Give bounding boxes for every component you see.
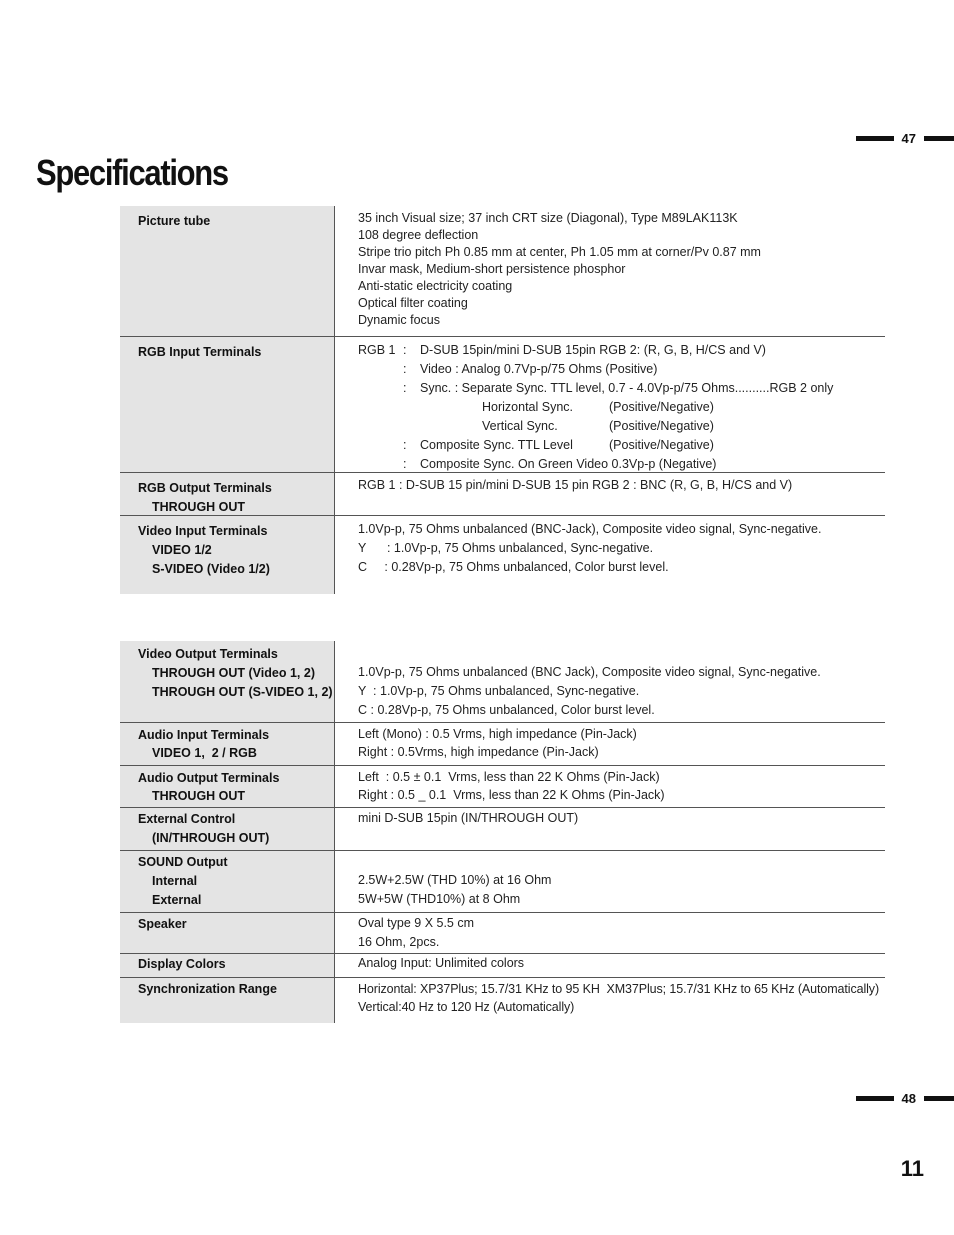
spec-row-sound-output [120,851,885,913]
value-line: Vertical:40 Hz to 120 Hz (Automatically) [358,1000,575,1014]
page-marker-top [856,131,954,145]
spec-label: Video Input Terminals [138,524,268,538]
value-line: 16 Ohm, 2pcs. [358,935,440,949]
page-title: Specifications [36,152,228,193]
value-line: 35 inch Visual size; 37 inch CRT size (Diagonal), Type M89LAK113K [358,211,738,225]
value-line: Horizontal Sync. (Positive/Negative) [482,400,714,414]
spec-value [335,808,885,850]
value-line: 1.0Vp-p, 75 Ohms unbalanced (BNC Jack), Composite video signal, Sync-negative. [358,665,821,679]
spec-row-rgb-output [120,473,885,516]
spec-label: Display Colors [138,957,226,971]
spec-label: Synchronization Range [138,982,277,996]
value-line: : Sync. : Separate Sync. TTL level, 0.7 - 4.0Vp-p/75 Ohms..........RGB 2 only [403,381,834,395]
spec-sublabel: THROUGH OUT [152,500,246,514]
spec-row-video-output [120,641,885,723]
spec-sublabel: VIDEO 1/2 [152,543,212,557]
spec-label: Audio Output Terminals [138,771,280,785]
value-line: C : 0.28Vp-p, 75 Ohms unbalanced, Color burst level. [358,560,669,574]
marker-number: 48 [901,1090,916,1106]
spec-row-display-colors [120,954,885,978]
value-line: C : 0.28Vp-p, 75 Ohms unbalanced, Color burst level. [358,703,655,717]
spec-row-picture-tube [120,206,885,337]
value-line: Horizontal: XP37Plus; 15.7/31 KHz to 95 KH XM37Plus; 15.7/31 KHz to 65 KHz (Automatically) [358,982,880,996]
marker-bar-icon [856,1096,894,1101]
spec-sublabel: External [152,893,202,907]
value-line: Invar mask, Medium-short persistence phosphor [358,262,626,276]
spec-label: External Control [138,812,236,826]
spec-sublabel: Internal [152,874,198,888]
spec-value [335,954,885,977]
spec-sublabel: THROUGH OUT (S-VIDEO 1, 2) [152,685,333,699]
value-line: Optical filter coating [358,296,468,310]
spec-value [335,766,885,807]
spec-value [335,723,885,765]
spec-table-1 [120,206,885,594]
spec-value [335,641,885,722]
spec-sublabel: S-VIDEO (Video 1/2) [152,562,270,576]
spec-label: RGB Input Terminals [138,345,262,359]
value-line: Y : 1.0Vp-p, 75 Ohms unbalanced, Sync-negative. [358,541,654,555]
value-line: 1.0Vp-p, 75 Ohms unbalanced (BNC-Jack), Composite video signal, Sync-negative. [358,522,822,536]
value-line: 2.5W+2.5W (THD 10%) at 16 Ohm [358,873,552,887]
value-line: Dynamic focus [358,313,440,327]
spec-label: Picture tube [138,214,211,228]
spec-sublabel: THROUGH OUT (Video 1, 2) [152,666,315,680]
value-line: Vertical Sync. (Positive/Negative) [482,419,714,433]
spec-label: Speaker [138,917,187,931]
spec-sublabel: (IN/THROUGH OUT) [152,831,270,845]
value-line: Analog Input: Unlimited colors [358,956,525,970]
value-line: : Video : Analog 0.7Vp-p/75 Ohms (Positive) [403,362,658,376]
value-line: Anti-static electricity coating [358,279,513,293]
spec-row-external-control [120,808,885,851]
marker-bar-icon [924,136,954,141]
spec-row-speaker [120,913,885,954]
spec-value [335,851,885,912]
value-line: Right : 0.5 _ 0.1 Vrms, less than 22 K Ohms (Pin-Jack) [358,788,665,802]
spec-label: Audio Input Terminals [138,728,270,742]
spec-row-audio-output [120,766,885,808]
value-line: Right : 0.5Vrms, high impedance (Pin-Jack) [358,745,599,759]
value-line: mini D-SUB 15pin (IN/THROUGH OUT) [358,811,579,825]
value-line: Left : 0.5 ± 0.1 Vrms, less than 22 K Ohms (Pin-Jack) [358,770,660,784]
spec-value [335,337,885,472]
marker-bar-icon [924,1096,954,1101]
value-line: Oval type 9 X 5.5 cm [358,916,475,930]
spec-value [335,516,885,594]
value-line: : Composite Sync. On Green Video 0.3Vp-p (Negative) [403,457,717,471]
value-line: RGB 1 : D-SUB 15pin/mini D-SUB 15pin RGB 2: (R, G, B, H/CS and V) [358,343,766,357]
value-line: RGB 1 : D-SUB 15 pin/mini D-SUB 15 pin RGB 2 : BNC (R, G, B, H/CS and V) [358,478,793,492]
marker-bar-icon [856,136,894,141]
marker-number: 47 [901,130,916,146]
spec-table-2 [120,641,885,1023]
spec-row-audio-input [120,723,885,766]
spec-value [335,913,885,953]
spec-row-sync-range [120,978,885,1023]
spec-row-rgb-input [120,337,885,473]
page-marker-bottom [856,1091,954,1105]
spec-row-video-input [120,516,885,594]
spec-label: RGB Output Terminals [138,481,272,495]
spec-sublabel: VIDEO 1, 2 / RGB [152,746,257,760]
spec-sublabel: THROUGH OUT [152,789,246,803]
page-number: 11 [900,1156,924,1181]
value-line: 108 degree deflection [358,228,479,242]
value-line: : Composite Sync. TTL Level (Positive/Negative) [403,438,714,452]
spec-value [335,206,885,336]
value-line: 5W+5W (THD10%) at 8 Ohm [358,892,521,906]
spec-label: SOUND Output [138,855,228,869]
value-line: Left (Mono) : 0.5 Vrms, high impedance (Pin-Jack) [358,727,637,741]
spec-value [335,978,885,1023]
value-line: Stripe trio pitch Ph 0.85 mm at center, Ph 1.05 mm at corner/Pv 0.87 mm [358,245,761,259]
value-line: Y : 1.0Vp-p, 75 Ohms unbalanced, Sync-negative. [358,684,640,698]
spec-value [335,473,885,515]
spec-label: Video Output Terminals [138,647,278,661]
